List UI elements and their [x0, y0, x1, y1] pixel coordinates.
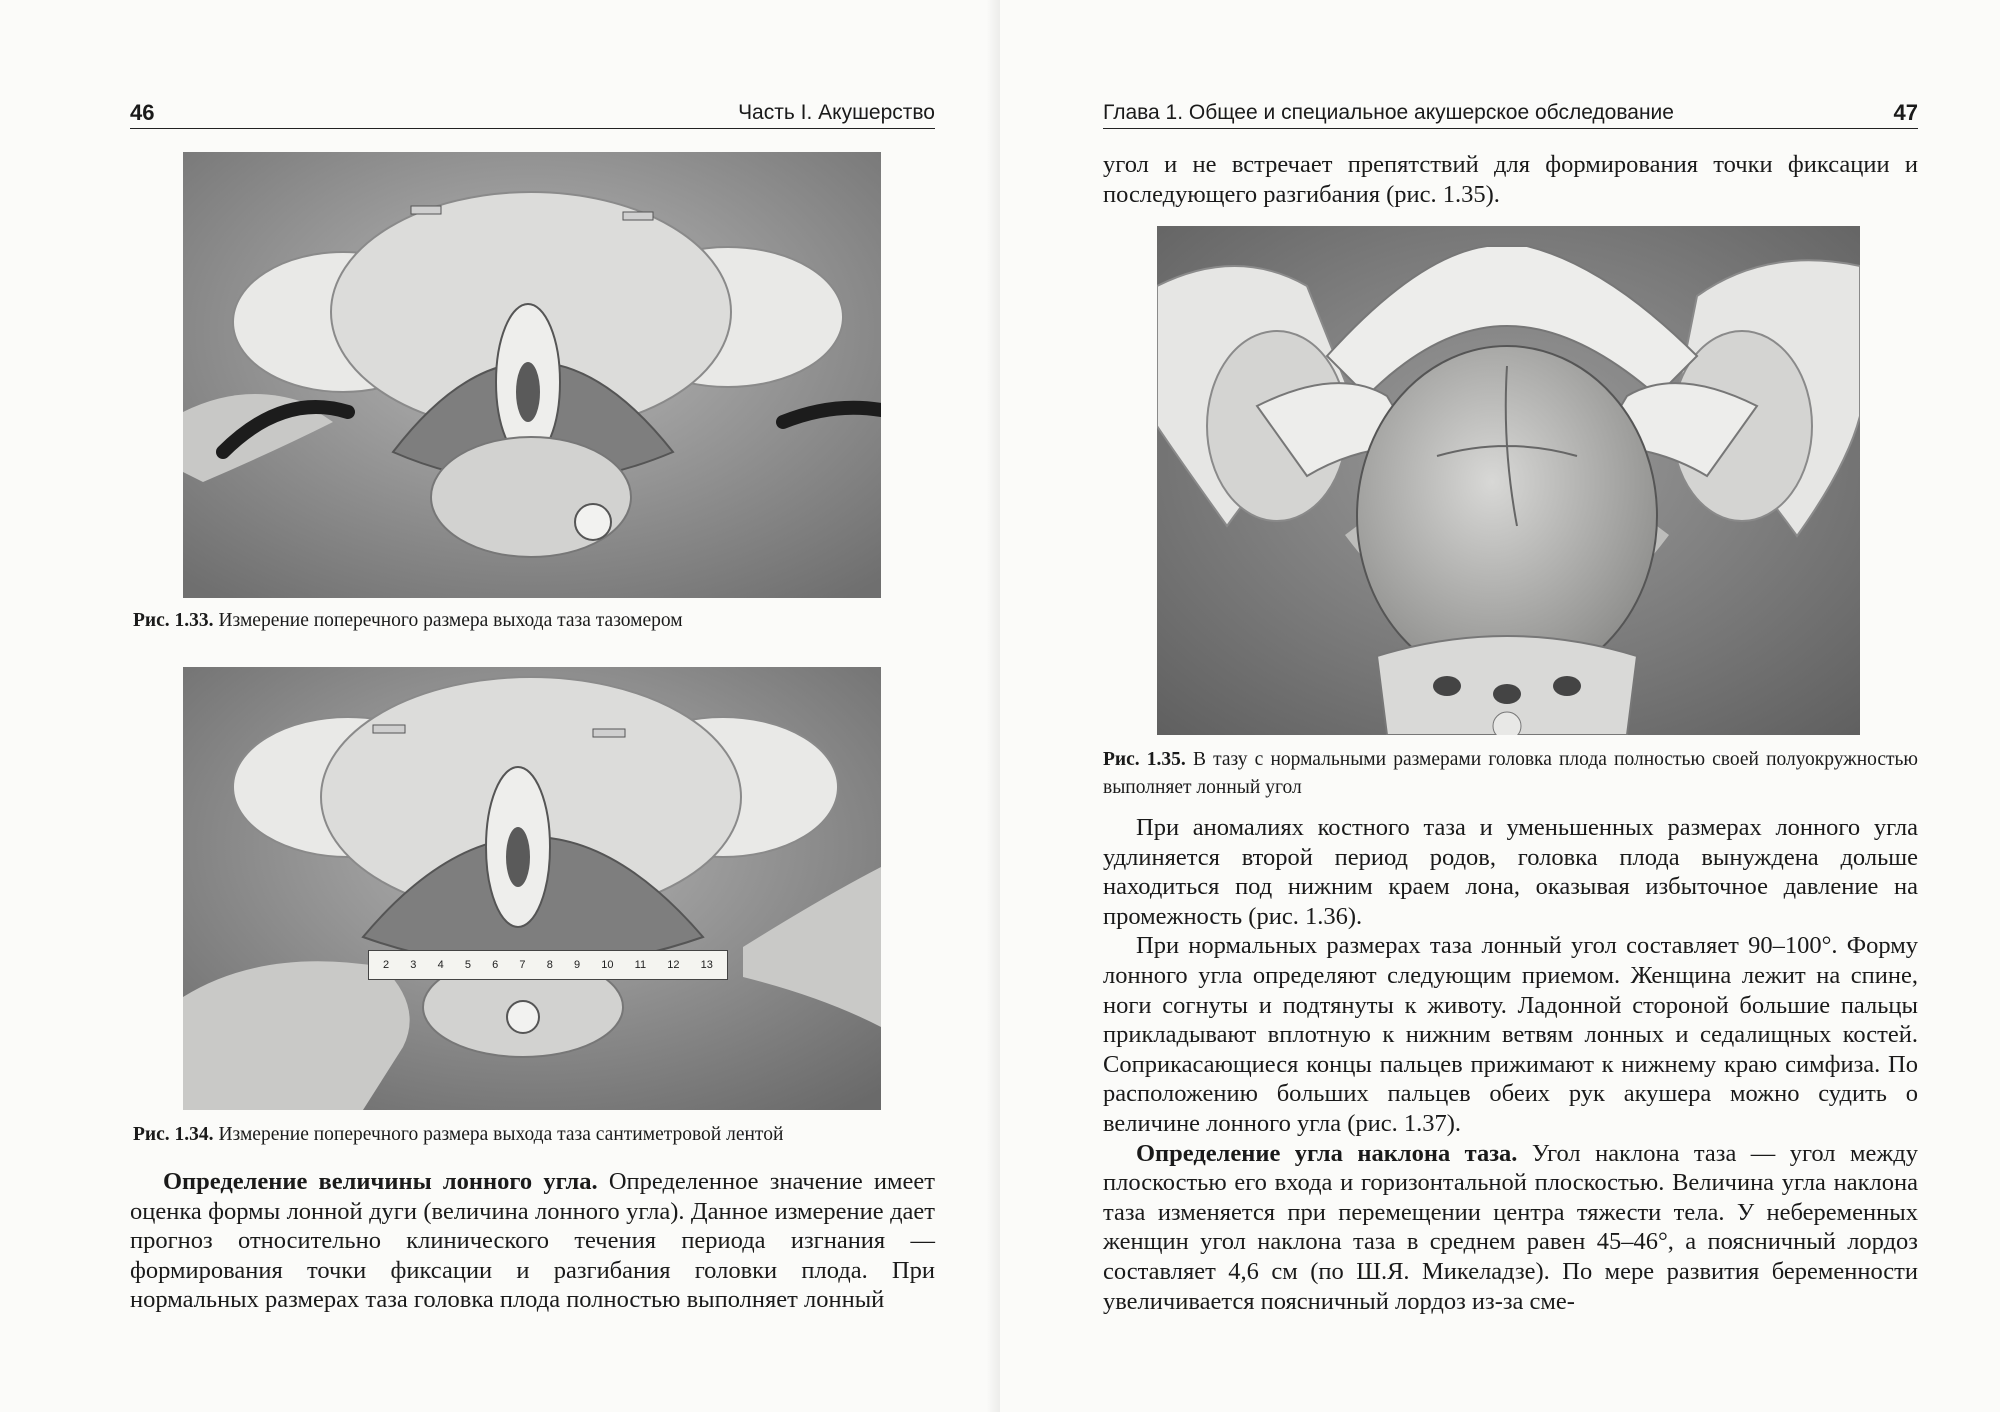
- left-body-text: [130, 1167, 935, 1315]
- tape-mark: 9: [573, 959, 581, 971]
- figure-caption-text: Измерение поперечного размера выхода таза тазомером: [218, 610, 683, 631]
- measuring-tape: [368, 950, 728, 980]
- figure-caption-text: Измерение поперечного размера выхода таза сантиметровой лентой: [218, 1124, 784, 1145]
- right-body-text: [1103, 813, 1918, 1316]
- page-number: 47: [1893, 100, 1918, 125]
- tape-mark: 4: [437, 959, 444, 971]
- paragraph-text: угол и не встречает препятствий для формирования точки фиксации и последующего разгибания (рис. 1.35).: [1103, 151, 1918, 208]
- figure-1-34-caption: [133, 1121, 973, 1149]
- pelvis-model-tape-image: [183, 667, 881, 1110]
- tape-mark: 5: [464, 959, 471, 971]
- running-head-right: [1103, 98, 1918, 129]
- paragraph-text: Определенное значение имеет оценка формы лонной дуги (величина лонного угла). Данное измерение дает прогноз относительно клинического течения периода изгнания — формирования точки фиксации и разгибания головки плода. При нормальных размерах таза головка плода полностью выполняет лонный: [130, 1168, 936, 1314]
- figure-caption-text: В тазу с нормальными размерами головка плода полностью своей полуокружностью выполняет лонный угол: [1103, 749, 1919, 798]
- tape-mark: 6: [492, 959, 499, 971]
- running-title: Часть I. Акушерство: [738, 101, 935, 124]
- tape-mark: 12: [667, 959, 680, 971]
- figure-1-33-caption: [133, 607, 953, 635]
- pelvis-model-caliper-image: [183, 152, 881, 598]
- paragraph: При аномалиях костного таза и уменьшенных размерах лонного угла удлиняется второй период родов, головка плода вынуждена дольше находиться под нижним краем лона, оказывая избыточное давление на промежность (рис. 1.36).: [1103, 814, 1918, 930]
- section-heading: Определение величины лонного угла.: [163, 1168, 598, 1195]
- tape-mark: 13: [700, 959, 713, 971]
- right-carryover-text: [1103, 150, 1918, 209]
- figure-1-34-photo: [183, 667, 881, 1110]
- figure-1-35-caption: [1103, 746, 1918, 802]
- running-title: Глава 1. Общее и специальное акушерское обследование: [1103, 101, 1674, 124]
- paragraph-text: Угол наклона таза — угол между плоскостью его входа и горизонтальной плоскостью. Величина угла наклона таза изменяется при перемещении центра тяжести тела. У небеременных женщин угол наклона таза в среднем равен 45–46°, а поясничный лордоз составляет 4,6 см (по Ш.Я. Микеладзе). По мере развития беременности увеличивается поясничный лордоз из-за сме-: [1103, 1139, 1918, 1315]
- tape-mark: 3: [410, 959, 417, 971]
- tape-mark: 10: [601, 959, 614, 971]
- tape-mark: 11: [634, 959, 647, 971]
- paragraph: При нормальных размерах таза лонный угол составляет 90–100°. Форму лонного угла определяют следующим приемом. Женщина лежит на спине, ноги согнуты и подтянуты к животу. Ладонной стороной большие пальцы прикладывают вплотную к нижним ветвям лонных и седалищных костей. Соприкасающиеся концы пальцев прижимают к нижнему краю симфиза. По расположению больших пальцев обеих рук акушера можно судить о величине лонного угла (рис. 1.37).: [1103, 932, 1918, 1137]
- right-page: [1000, 0, 2000, 1412]
- paragraph: [1103, 1139, 1918, 1317]
- figure-label: Рис. 1.33.: [133, 610, 214, 631]
- figure-label: Рис. 1.35.: [1103, 749, 1186, 770]
- figure-label: Рис. 1.34.: [133, 1124, 214, 1145]
- pelvis-fetal-head-image: [1157, 226, 1860, 735]
- tape-mark: 8: [546, 959, 553, 971]
- figure-1-33-photo: [183, 152, 881, 598]
- page-number: 46: [130, 100, 155, 125]
- paragraph: [130, 1167, 935, 1315]
- running-head-left: [130, 98, 935, 129]
- tape-mark: 2: [383, 959, 390, 971]
- tape-mark: 7: [519, 959, 526, 971]
- figure-1-35-photo: [1157, 226, 1860, 735]
- section-heading: Определение угла наклона таза.: [1136, 1139, 1518, 1167]
